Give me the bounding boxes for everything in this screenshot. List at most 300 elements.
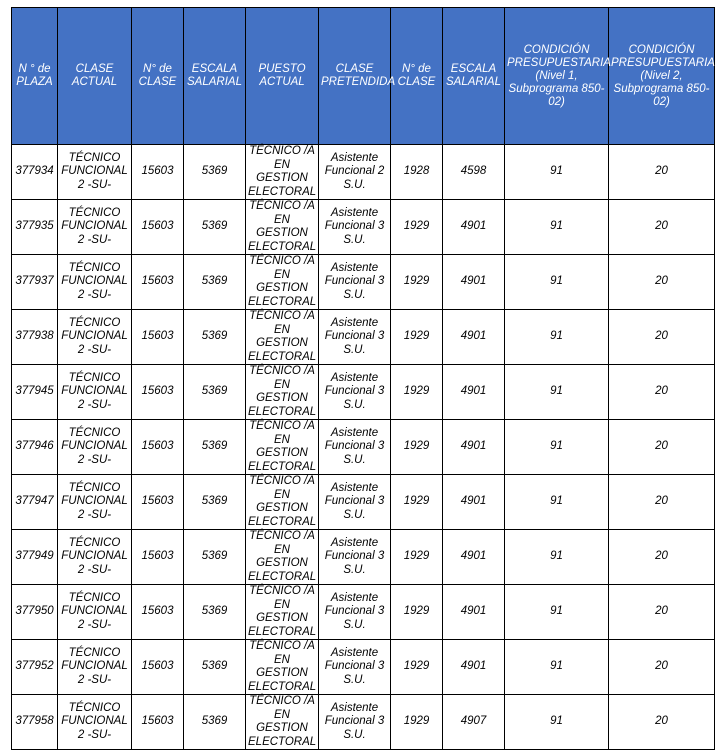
cell-text-line: 5369 <box>201 330 228 343</box>
cell-text-line: FUNCIONAL <box>61 275 128 288</box>
cell-text-line: EN GESTION <box>256 708 308 734</box>
column-header-current-class <box>58 8 132 145</box>
cell-plaza-number <box>12 530 58 585</box>
cell-text-line: 02) <box>653 95 670 108</box>
cell-text-line: ELECTORAL <box>248 515 317 528</box>
cell-plaza-number <box>12 585 58 640</box>
cell-text-line: ELECTORAL <box>248 570 317 583</box>
cell-text-line: 377949 <box>15 550 54 563</box>
cell-current-position <box>246 585 319 640</box>
cell-text-line: 1929 <box>403 605 430 618</box>
cell-text-line: ELECTORAL <box>248 460 317 473</box>
cell-text-line: 377946 <box>15 440 54 453</box>
cell-current-position <box>246 695 319 750</box>
cell-text-line: ELECTORAL <box>248 350 317 363</box>
cell-text-line: 91 <box>550 440 563 453</box>
column-header-salary-scale <box>184 8 246 145</box>
cell-text-line: 5369 <box>201 275 228 288</box>
cell-text-line: Funcional 3 <box>324 660 385 673</box>
cell-text-line: 1929 <box>403 220 430 233</box>
cell-text-line: TÉCNICO /A <box>249 200 315 212</box>
table-row <box>12 640 715 695</box>
cell-current-position <box>246 420 319 475</box>
cell-budget-condition-level1 <box>505 640 609 695</box>
cell-salary-scale <box>184 585 246 640</box>
cell-text-line: 20 <box>655 495 668 508</box>
cell-text-line: Funcional 3 <box>324 605 385 618</box>
cell-budget-condition-level2 <box>609 255 715 310</box>
cell-text-line: PLAZA <box>16 76 53 88</box>
table-row <box>12 200 715 255</box>
cell-text-line: 2 -SU- <box>77 343 112 356</box>
column-header-current-position <box>246 8 319 145</box>
cell-text-line: PRESUPUESTARIA <box>507 56 611 69</box>
cell-budget-condition-level1 <box>505 695 609 750</box>
cell-target-class <box>319 530 391 585</box>
cell-target-class <box>319 420 391 475</box>
cell-text-line: S.U. <box>343 398 366 411</box>
cell-class-number <box>132 420 184 475</box>
cell-salary-scale <box>184 310 246 365</box>
cell-text-line: 91 <box>550 165 563 178</box>
document-page <box>11 7 715 750</box>
cell-text-line: TÉCNICO <box>68 371 121 384</box>
cell-text-line: 4901 <box>460 275 487 288</box>
cell-text-line: 15603 <box>141 220 174 233</box>
cell-text-line: TÉCNICO /A <box>249 530 315 542</box>
cell-text-line: 4901 <box>460 495 487 508</box>
cell-salary-scale <box>184 200 246 255</box>
cell-target-class <box>319 640 391 695</box>
cell-target-class <box>319 310 391 365</box>
cell-text-line: 1929 <box>403 495 430 508</box>
cell-text-line: 4901 <box>460 385 487 398</box>
cell-text-line: Asistente <box>330 591 379 604</box>
cell-text-line: 15603 <box>141 440 174 453</box>
cell-text-line: 91 <box>550 385 563 398</box>
cell-target-class-number <box>391 695 443 750</box>
cell-text-line: ELECTORAL <box>248 735 317 748</box>
cell-target-salary-scale <box>443 200 505 255</box>
cell-plaza-number <box>12 475 58 530</box>
table-row <box>12 585 715 640</box>
cell-text-line: TÉCNICO <box>68 481 121 494</box>
cell-text-line: 20 <box>655 605 668 618</box>
cell-target-class <box>319 145 391 200</box>
cell-text-line: 91 <box>550 495 563 508</box>
cell-class-number <box>132 475 184 530</box>
cell-text-line: SALARIAL <box>187 76 242 88</box>
cell-text-line: 2 -SU- <box>77 398 112 411</box>
cell-text-line: FUNCIONAL <box>61 715 128 728</box>
column-header-target-salary-scale <box>443 8 505 145</box>
cell-text-line: Asistente <box>330 536 379 549</box>
cell-current-position <box>246 145 319 200</box>
cell-text-line: ELECTORAL <box>248 625 317 638</box>
cell-plaza-number <box>12 310 58 365</box>
cell-text-line: S.U. <box>343 673 366 686</box>
cell-class-number <box>132 310 184 365</box>
cell-text-line: 15603 <box>141 715 174 728</box>
cell-text-line: 4901 <box>460 220 487 233</box>
cell-class-number <box>132 365 184 420</box>
cell-text-line: EN GESTION <box>256 598 308 624</box>
cell-text-line: TÉCNICO <box>68 151 121 164</box>
cell-text-line: 1929 <box>403 275 430 288</box>
cell-text-line: 4907 <box>460 715 487 728</box>
cell-text-line: EN GESTION <box>256 268 308 294</box>
cell-text-line: CLASE <box>138 76 177 88</box>
cell-budget-condition-level1 <box>505 475 609 530</box>
cell-target-salary-scale <box>443 255 505 310</box>
cell-target-class <box>319 365 391 420</box>
cell-text-line: ELECTORAL <box>248 185 317 198</box>
cell-text-line: 20 <box>655 550 668 563</box>
cell-target-salary-scale <box>443 530 505 585</box>
cell-text-line: Asistente <box>330 316 379 329</box>
cell-text-line: TÉCNICO /A <box>249 640 315 652</box>
cell-text-line: ACTUAL <box>71 76 118 88</box>
cell-text-line: 91 <box>550 275 563 288</box>
cell-current-class <box>58 530 132 585</box>
cell-text-line: 5369 <box>201 220 228 233</box>
cell-target-class <box>319 255 391 310</box>
cell-text-line: 2 -SU- <box>77 618 112 631</box>
cell-class-number <box>132 145 184 200</box>
table-row <box>12 145 715 200</box>
cell-text-line: 91 <box>550 660 563 673</box>
cell-text-line: TÉCNICO /A <box>249 695 315 707</box>
cell-text-line: 2 -SU- <box>77 178 112 191</box>
table-row <box>12 310 715 365</box>
cell-budget-condition-level2 <box>609 475 715 530</box>
cell-text-line: 20 <box>655 385 668 398</box>
column-header-budget-condition-level1 <box>505 8 609 145</box>
cell-text-line: 15603 <box>141 165 174 178</box>
cell-target-salary-scale <box>443 310 505 365</box>
cell-plaza-number <box>12 145 58 200</box>
cell-class-number <box>132 530 184 585</box>
table-header-row <box>12 8 715 145</box>
cell-text-line: 20 <box>655 660 668 673</box>
table-row <box>12 695 715 750</box>
cell-text-line: TÉCNICO <box>68 426 121 439</box>
cell-text-line: 377935 <box>15 220 54 233</box>
cell-target-class-number <box>391 640 443 695</box>
cell-text-line: 2 -SU- <box>77 563 112 576</box>
cell-text-line: 377958 <box>15 715 54 728</box>
cell-salary-scale <box>184 530 246 585</box>
cell-text-line: CLASE <box>397 76 436 88</box>
cell-current-position <box>246 365 319 420</box>
cell-text-line: EN GESTION <box>256 378 308 404</box>
column-header-plaza-number <box>12 8 58 145</box>
cell-text-line: Asistente <box>330 206 379 219</box>
cell-text-line: FUNCIONAL <box>61 165 128 178</box>
cell-text-line: 4901 <box>460 330 487 343</box>
cell-text-line: Funcional 3 <box>324 440 385 453</box>
cell-text-line: 5369 <box>201 495 228 508</box>
cell-target-salary-scale <box>443 640 505 695</box>
cell-text-line: S.U. <box>343 343 366 356</box>
cell-text-line: EN GESTION <box>256 543 308 569</box>
cell-text-line: FUNCIONAL <box>61 220 128 233</box>
cell-text-line: FUNCIONAL <box>61 495 128 508</box>
cell-text-line: 5369 <box>201 440 228 453</box>
cell-text-line: 377947 <box>15 495 54 508</box>
cell-text-line: Funcional 3 <box>324 330 385 343</box>
cell-text-line: 20 <box>655 330 668 343</box>
cell-target-class-number <box>391 145 443 200</box>
cell-text-line: EN GESTION <box>256 488 308 514</box>
cell-text-line: FUNCIONAL <box>61 660 128 673</box>
cell-current-position <box>246 475 319 530</box>
cell-budget-condition-level2 <box>609 640 715 695</box>
table-body <box>12 145 715 750</box>
table-row <box>12 365 715 420</box>
cell-text-line: 5369 <box>201 660 228 673</box>
cell-target-salary-scale <box>443 585 505 640</box>
cell-text-line: FUNCIONAL <box>61 385 128 398</box>
cell-text-line: 4598 <box>460 165 487 178</box>
cell-plaza-number <box>12 695 58 750</box>
cell-current-class <box>58 365 132 420</box>
cell-budget-condition-level2 <box>609 310 715 365</box>
cell-target-salary-scale <box>443 365 505 420</box>
cell-budget-condition-level1 <box>505 255 609 310</box>
cell-text-line: FUNCIONAL <box>61 605 128 618</box>
cell-text-line: TÉCNICO /A <box>249 255 315 267</box>
cell-text-line: S.U. <box>343 288 366 301</box>
column-header-target-class-number <box>391 8 443 145</box>
cell-target-class-number <box>391 200 443 255</box>
cell-text-line: N ° de <box>18 63 51 75</box>
cell-current-position <box>246 640 319 695</box>
cell-text-line: TÉCNICO <box>68 591 121 604</box>
cell-text-line: EN GESTION <box>256 323 308 349</box>
cell-target-salary-scale <box>443 420 505 475</box>
cell-text-line: N° de <box>143 63 172 75</box>
cell-text-line: Asistente <box>330 151 379 164</box>
cell-text-line: 1929 <box>403 715 430 728</box>
cell-text-line: 91 <box>550 715 563 728</box>
cell-target-salary-scale <box>443 695 505 750</box>
cell-text-line: 5369 <box>201 165 228 178</box>
cell-text-line: TÉCNICO /A <box>249 585 315 597</box>
cell-text-line: 4901 <box>460 440 487 453</box>
cell-text-line: 4901 <box>460 550 487 563</box>
cell-plaza-number <box>12 640 58 695</box>
cell-text-line: 4901 <box>460 605 487 618</box>
cell-budget-condition-level2 <box>609 695 715 750</box>
cell-budget-condition-level1 <box>505 365 609 420</box>
cell-text-line: 5369 <box>201 385 228 398</box>
table-row <box>12 255 715 310</box>
cell-budget-condition-level2 <box>609 420 715 475</box>
column-header-class-number <box>132 8 184 145</box>
cell-text-line: Subprograma 850- <box>613 82 710 95</box>
cell-budget-condition-level1 <box>505 585 609 640</box>
cell-text-line: 1929 <box>403 440 430 453</box>
cell-text-line: 15603 <box>141 385 174 398</box>
cell-text-line: 377950 <box>15 605 54 618</box>
cell-current-position <box>246 310 319 365</box>
cell-text-line: TÉCNICO <box>68 536 121 549</box>
cell-text-line: S.U. <box>343 728 366 741</box>
cell-current-class <box>58 200 132 255</box>
cell-current-class <box>58 310 132 365</box>
cell-salary-scale <box>184 420 246 475</box>
cell-budget-condition-level2 <box>609 530 715 585</box>
cell-current-position <box>246 200 319 255</box>
cell-budget-condition-level1 <box>505 420 609 475</box>
cell-text-line: EN GESTION <box>256 213 308 239</box>
cell-text-line: 91 <box>550 220 563 233</box>
cell-text-line: TÉCNICO /A <box>249 145 315 157</box>
cell-text-line: 20 <box>655 275 668 288</box>
cell-text-line: 91 <box>550 605 563 618</box>
cell-text-line: 15603 <box>141 275 174 288</box>
cell-target-class-number <box>391 255 443 310</box>
cell-current-class <box>58 640 132 695</box>
table-row <box>12 475 715 530</box>
cell-budget-condition-level2 <box>609 365 715 420</box>
cell-budget-condition-level2 <box>609 200 715 255</box>
cell-text-line: TÉCNICO <box>68 316 121 329</box>
table-row <box>12 420 715 475</box>
cell-salary-scale <box>184 640 246 695</box>
cell-text-line: 5369 <box>201 605 228 618</box>
cell-text-line: 2 -SU- <box>77 233 112 246</box>
cell-text-line: 1929 <box>403 660 430 673</box>
cell-text-line: 1928 <box>403 165 430 178</box>
cell-target-class-number <box>391 420 443 475</box>
cell-budget-condition-level1 <box>505 200 609 255</box>
cell-target-class-number <box>391 585 443 640</box>
cell-target-class-number <box>391 365 443 420</box>
cell-text-line: 91 <box>550 330 563 343</box>
cell-target-class <box>319 475 391 530</box>
cell-text-line: EN GESTION <box>256 433 308 459</box>
cell-text-line: TÉCNICO <box>68 701 121 714</box>
cell-text-line: 377934 <box>15 165 54 178</box>
cell-budget-condition-level2 <box>609 145 715 200</box>
cell-text-line: Asistente <box>330 481 379 494</box>
cell-plaza-number <box>12 420 58 475</box>
cell-text-line: S.U. <box>343 618 366 631</box>
cell-text-line: 4901 <box>460 660 487 673</box>
positions-table <box>11 7 715 750</box>
cell-text-line: Asistente <box>330 261 379 274</box>
cell-current-class <box>58 420 132 475</box>
cell-budget-condition-level1 <box>505 145 609 200</box>
cell-text-line: Subprograma 850- <box>508 82 605 95</box>
cell-target-class-number <box>391 530 443 585</box>
cell-text-line: TÉCNICO /A <box>249 475 315 487</box>
cell-salary-scale <box>184 365 246 420</box>
cell-text-line: N° de <box>402 63 431 75</box>
cell-text-line: Funcional 3 <box>324 715 385 728</box>
cell-text-line: (Nivel 1, <box>535 69 578 82</box>
cell-current-class <box>58 585 132 640</box>
cell-text-line: PRESUPUESTARIA <box>611 56 715 69</box>
cell-salary-scale <box>184 475 246 530</box>
cell-target-salary-scale <box>443 475 505 530</box>
cell-text-line: 15603 <box>141 605 174 618</box>
cell-text-line: TÉCNICO <box>68 206 121 219</box>
cell-class-number <box>132 585 184 640</box>
cell-text-line: 20 <box>655 440 668 453</box>
cell-text-line: S.U. <box>343 233 366 246</box>
cell-text-line: (Nivel 2, <box>640 69 683 82</box>
cell-text-line: 377937 <box>15 275 54 288</box>
cell-text-line: 20 <box>655 715 668 728</box>
cell-plaza-number <box>12 255 58 310</box>
cell-text-line: Asistente <box>330 426 379 439</box>
cell-text-line: TÉCNICO <box>68 646 121 659</box>
cell-text-line: FUNCIONAL <box>61 440 128 453</box>
cell-text-line: S.U. <box>343 453 366 466</box>
cell-current-position <box>246 255 319 310</box>
cell-text-line: 377938 <box>15 330 54 343</box>
cell-text-line: 1929 <box>403 330 430 343</box>
cell-text-line: EN GESTION <box>256 653 308 679</box>
cell-budget-condition-level1 <box>505 530 609 585</box>
cell-text-line: ELECTORAL <box>248 680 317 693</box>
cell-current-position <box>246 530 319 585</box>
cell-text-line: ACTUAL <box>259 76 305 88</box>
cell-text-line: S.U. <box>343 508 366 521</box>
cell-text-line: TÉCNICO /A <box>249 420 315 432</box>
cell-text-line: ESCALA <box>450 63 497 75</box>
cell-text-line: CONDICIÓN <box>628 43 695 56</box>
cell-text-line: 377945 <box>15 385 54 398</box>
cell-text-line: 15603 <box>141 550 174 563</box>
cell-text-line: S.U. <box>343 178 366 191</box>
cell-text-line: 2 -SU- <box>77 288 112 301</box>
cell-text-line: TÉCNICO <box>68 261 121 274</box>
cell-text-line: 20 <box>655 220 668 233</box>
cell-text-line: TÉCNICO /A <box>249 310 315 322</box>
cell-class-number <box>132 695 184 750</box>
cell-plaza-number <box>12 365 58 420</box>
cell-text-line: ELECTORAL <box>248 295 317 308</box>
cell-text-line: S.U. <box>343 563 366 576</box>
column-header-budget-condition-level2 <box>609 8 715 145</box>
cell-text-line: 20 <box>655 165 668 178</box>
cell-text-line: 2 -SU- <box>77 673 112 686</box>
cell-text-line: PUESTO <box>258 63 306 75</box>
cell-target-salary-scale <box>443 145 505 200</box>
cell-text-line: Funcional 3 <box>324 495 385 508</box>
cell-text-line: Asistente <box>330 646 379 659</box>
cell-text-line: Asistente <box>330 371 379 384</box>
cell-text-line: 5369 <box>201 550 228 563</box>
cell-text-line: Funcional 3 <box>324 220 385 233</box>
cell-text-line: FUNCIONAL <box>61 330 128 343</box>
cell-text-line: 2 -SU- <box>77 728 112 741</box>
cell-target-class-number <box>391 475 443 530</box>
cell-text-line: 91 <box>550 550 563 563</box>
cell-text-line: 5369 <box>201 715 228 728</box>
cell-budget-condition-level2 <box>609 585 715 640</box>
cell-text-line: ESCALA <box>191 63 238 75</box>
cell-text-line: TÉCNICO /A <box>249 365 315 377</box>
cell-text-line: FUNCIONAL <box>61 550 128 563</box>
cell-text-line: 15603 <box>141 495 174 508</box>
cell-salary-scale <box>184 695 246 750</box>
cell-text-line: 15603 <box>141 330 174 343</box>
